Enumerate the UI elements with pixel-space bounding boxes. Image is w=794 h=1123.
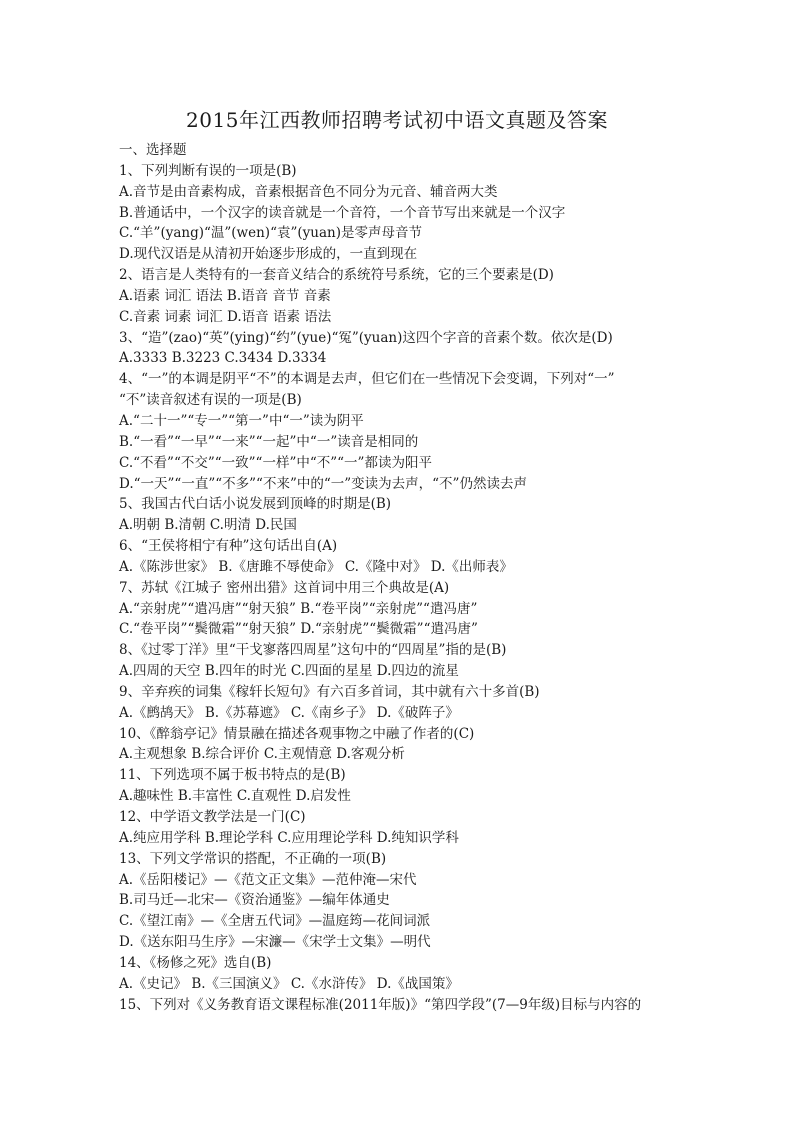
answer-option: A.“亲射虎”“遣冯唐”“射天狼” B.“卷平岗”“亲射虎”“遣冯唐” — [119, 600, 478, 617]
question-stem: 7、苏轼《江城子 密州出猎》这首词中用三个典故是(A) — [119, 579, 450, 596]
answer-option: B.“一看”“一早”“一来”“一起”中“一”读音是相同的 — [119, 433, 419, 450]
answer-option: A.《岳阳楼记》—《范文正文集》—范仲淹—宋代 — [119, 871, 417, 888]
answer-option: A.四周的天空 B.四年的时光 C.四面的星星 D.四边的流星 — [119, 663, 459, 680]
answer-option: C.“羊”(yang)“温”(wen)“袁”(yuan)是零声母音节 — [119, 225, 422, 242]
answer-option: D.现代汉语是从清初开始逐步形成的，一直到现在 — [119, 246, 418, 263]
question-stem: 5、我国古代白话小说发展到顶峰的时期是(B) — [119, 496, 392, 513]
answer-option: A.音节是由音素构成，音素根据音色不同分为元音、辅音两大类 — [119, 183, 498, 200]
document-body — [119, 140, 699, 1015]
question-stem: 9、辛弃疾的词集《稼轩长短句》有六百多首词，其中就有六十多首(B) — [119, 683, 540, 700]
answer-option: A.主观想象 B.综合评价 C.主观情意 D.客观分析 — [119, 746, 405, 763]
answer-option: A.明朝 B.清朝 C.明清 D.民国 — [119, 517, 297, 534]
answer-option: A.《陈涉世家》 B.《唐雎不辱使命》 C.《隆中对》 D.《出师表》 — [119, 558, 513, 575]
answer-option: A.3333 B.3223 C.3434 D.3334 — [119, 350, 327, 367]
answer-option: D.《送东阳马生序》—宋濂—《宋学士文集》—明代 — [119, 934, 431, 951]
answer-option: A.《鹧鸪天》 B.《苏幕遮》 C.《南乡子》 D.《破阵子》 — [119, 704, 459, 721]
answer-option: B.普通话中，一个汉字的读音就是一个音符，一个音节写出来就是一个汉字 — [119, 204, 566, 221]
question-stem: 3、“造”(zao)“英”(ying)“约”(yue)“冤”(yuan)这四个字音的音素个数。依次是(D) — [119, 329, 613, 346]
answer-option: A.语素 词汇 语法 B.语音 音节 音素 — [119, 287, 331, 304]
question-stem: 12、中学语文教学法是一门(C) — [119, 809, 306, 825]
question-stem: 2、语言是人类特有的一套音义结合的系统符号系统，它的三个要素是(D) — [119, 267, 554, 284]
question-stem: 11、下列选项不属于板书特点的是(B) — [119, 767, 346, 784]
answer-option: A.《史记》 B.《三国演义》 C.《水浒传》 D.《战国策》 — [119, 975, 459, 992]
question-stem: 6、“王侯将相宁有种”这句话出自(A) — [119, 538, 338, 555]
answer-option: A.纯应用学科 B.理论学科 C.应用理论学科 D.纯知识学科 — [119, 829, 459, 846]
section-heading: 一、选择题 — [119, 142, 187, 158]
document-title: 2015年江西教师招聘考试初中语文真题及答案 — [186, 108, 608, 132]
answer-option: B.司马迁—北宋—《资治通鉴》—编年体通史 — [119, 892, 390, 909]
answer-option: A.趣味性 B.丰富性 C.直观性 D.启发性 — [119, 788, 351, 805]
question-stem: 15、下列对《义务教育语文课程标准(2011年版)》“第四学段”(7—9年级)目标与内容的 — [119, 996, 642, 1013]
question-stem: 4、“一”的本调是阴平“不”的本调是去声，但它们在一些情况下会变调，下列对“一” — [119, 371, 615, 388]
answer-option: C.“不看”“不交”“一致”“一样”中“不”“一”都读为阳平 — [119, 454, 432, 471]
question-stem: “不”读音叙述有误的一项是(B) — [119, 392, 302, 409]
answer-option: C.“卷平岗”“鬓微霜”“射天狼” D.“亲射虎”“鬓微霜”“遣冯唐” — [119, 621, 478, 638]
question-stem: 13、下列文学常识的搭配，不正确的一项(B) — [119, 850, 387, 867]
question-stem: 14、《杨修之死》选自(B) — [119, 954, 272, 971]
question-stem: 8、《过零丁洋》里“干戈寥落四周星”这句中的“四周星”指的是(B) — [119, 642, 507, 659]
answer-option: D.“一天”“一直”“不多”“不来”中的“一”变读为去声，“不”仍然读去声 — [119, 475, 527, 492]
answer-option: C.《望江南》—《全唐五代词》—温庭筠—花间词派 — [119, 913, 431, 930]
question-stem: 10、《醉翁亭记》情景融在描述各观事物之中融了作者的(C) — [119, 725, 475, 742]
answer-option: A.“二十一”“专一”“第一”中“一”读为阴平 — [119, 412, 364, 429]
answer-option: C.音素 词素 词汇 D.语音 语素 语法 — [119, 308, 332, 325]
question-stem: 1、下列判断有误的一项是(B) — [119, 162, 297, 179]
